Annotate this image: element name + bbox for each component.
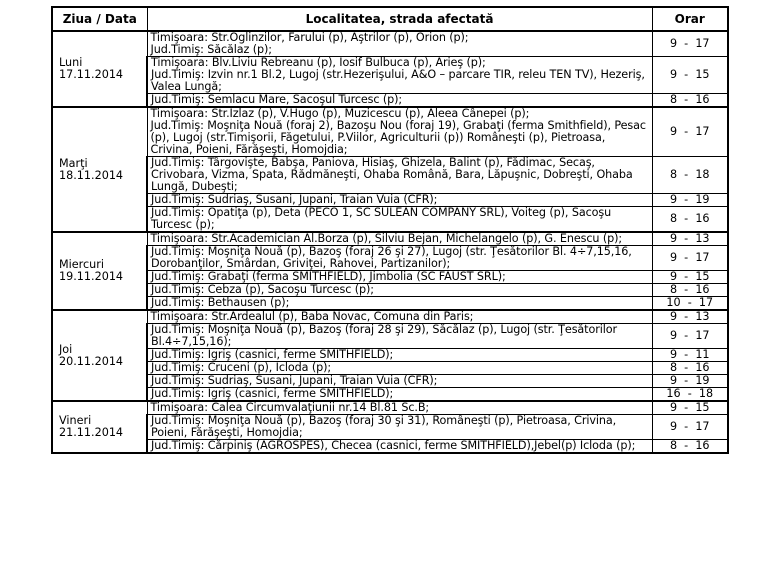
location-line: Jud.Timiş: Izvin nr.1 Bl.2, Lugoj (str.Hezerişului, A&O – parcare TIR, releu TEN TV), Hezeriş, Valea Lungă; [151,68,645,93]
location-line: Jud.Timiş: Bethausen (p); [151,296,290,309]
day-cell [52,310,147,401]
schedule-row [52,349,728,362]
location-cell [147,375,652,388]
hours-cell: 10 - 17 [652,297,728,311]
hours-cell: 9 - 17 [652,324,728,349]
location-line: Jud.Timiş: Cărpiniş (AGROSPES), Checea (casnici, ferme SMITHFIELD),Jebel(p) Icloda (p); [151,439,636,452]
day-date: 21.11.2014 [59,426,124,439]
day-name: Luni [59,56,83,69]
day-name: Joi [59,342,73,356]
day-cell [52,31,147,107]
day-name: Vineri [59,414,92,427]
location-line: Jud.Timiş: Moşniţa Nouă (p), Bazoş (foraj 28 şi 29), Săcălaz (p), Lugoj (str. Ţesătorilor Bl.4÷7,15,16); [151,323,617,348]
location-cell [147,349,652,362]
hours-cell: 16 - 18 [652,388,728,402]
location-cell [147,440,652,454]
hours-cell: 8 - 16 [652,440,728,454]
location-line: Jud.Timiş: Moşniţa Nouă (foraj 2), Bazoşu Nou (foraj 19), Grabaţi (ferma Smithfield), Pesac (p), Lugoj (str.Timişorii, Făgetului, P.Viilor, Agriculturii (p)) Româneşti (p), Pietroasa, Crivina, Poieni, Fărăşeşti, Homojdia; [150,119,646,156]
location-line: Jud.Timiş: Opatiţa (p), Deta (PECO 1, SC SULEAN COMPANY SRL), Voiteg (p), Sacoşu Turcesc (p); [151,206,612,231]
location-cell [147,310,652,324]
location-cell [147,157,652,194]
location-line: Jud.Timiş: Târgovişte, Babşa, Paniova, Hisiaş, Ghizela, Balint (p), Fădimac, Secaş, Crivobara, Vizma, Spata, Rădmăneşti, Ohaba Română, Bara, Lăpuşnic, Dobreşti, Ohaba Lungă, Dubeşti; [151,156,633,193]
schedule-row [52,94,728,108]
location-cell [147,415,652,440]
hours-cell: 9 - 17 [652,107,728,157]
hours-cell: 8 - 16 [652,284,728,297]
header-date: Ziua / Data [52,7,147,31]
schedule-row [52,246,728,271]
hours-cell: 9 - 17 [652,415,728,440]
schedule-row [52,415,728,440]
location-cell [147,246,652,271]
day-name: Marţi [59,156,88,170]
header-hours: Orar [652,7,728,31]
location-line: Timişoara: Blv.Liviu Rebreanu (p), Iosif Bulbuca (p), Arieş (p); [151,56,486,69]
schedule-row [52,310,728,324]
location-line: Timişoara: Str.Oglinzilor, Farului (p), Aştrilor (p), Orion (p); [150,31,469,44]
hours-cell: 9 - 17 [652,31,728,57]
schedule-row [52,440,728,454]
location-line: Jud.Timiş: Moşniţa Nouă (p), Bazoş (foraj 26 şi 27), Lugoj (str. Ţesătorilor Bl. 4÷7,15,16, Dorobanţilor, Smârdan, Griviţei, Rahovei, Partizanilor); [151,245,632,270]
schedule-row [52,271,728,284]
schedule-row [52,284,728,297]
schedule-row [52,375,728,388]
location-line: Jud.Timiş: Moşniţa Nouă (p), Bazoş (foraj 30 şi 31), Româneşti (p), Pietroasa, Crivina, Poieni, Fărăşeşti, Homojdia; [151,414,617,439]
schedule-row [52,297,728,311]
schedule-row [52,232,728,246]
hours-cell: 9 - 17 [652,246,728,271]
schedule-row [52,57,728,94]
location-cell [147,297,652,311]
outage-schedule-table [51,6,729,454]
hours-cell: 8 - 16 [652,362,728,375]
hours-cell: 8 - 16 [652,207,728,233]
day-date: 18.11.2014 [59,168,124,182]
location-line: Timişoara: Str.Izlaz (p), V.Hugo (p), Muzicescu (p), Aleea Cânepei (p); [150,107,530,120]
location-cell [147,232,652,246]
schedule-row [52,31,728,57]
location-line: Jud.Timiş: Grabaţi (ferma SMITHFIELD), Jimbolia (SC FAUST SRL); [151,270,506,283]
schedule-row [52,157,728,194]
schedule-row [52,362,728,375]
day-date: 17.11.2014 [59,68,124,81]
hours-cell: 9 - 15 [652,401,728,415]
location-line: Jud.Timiş: Cruceni (p), Icloda (p); [151,361,332,374]
location-cell [147,194,652,207]
schedule-row [52,401,728,415]
location-cell [147,388,652,402]
location-line: Jud.Timiş: Săcălaz (p); [150,43,272,56]
location-cell [147,271,652,284]
hours-cell: 8 - 18 [652,157,728,194]
location-cell [147,94,652,108]
location-cell [147,324,652,349]
day-date: 19.11.2014 [59,270,124,283]
day-cell [52,232,147,310]
location-cell [147,107,652,157]
location-cell [147,362,652,375]
schedule-row [52,107,728,157]
schedule-row [52,194,728,207]
day-date: 20.11.2014 [59,354,124,368]
hours-cell: 9 - 13 [652,232,728,246]
hours-cell: 9 - 13 [652,310,728,324]
location-line: Jud.Timiş: Cebza (p), Sacoşu Turcesc (p); [151,283,374,296]
day-name: Miercuri [59,258,104,271]
hours-cell: 9 - 15 [652,271,728,284]
location-line: Jud.Timiş: Sudriaş, Susani, Jupani, Traian Vuia (CFR); [151,374,438,387]
header-row [52,7,728,31]
location-line: Timişoara: Str.Ardealul (p), Baba Novac, Comuna din Paris; [150,310,474,323]
hours-cell: 8 - 16 [652,94,728,108]
hours-cell: 9 - 19 [652,375,728,388]
location-line: Jud.Timiş: Igriş (casnici, ferme SMITHFIELD); [151,348,394,361]
location-line: Timişoara: Str.Academician Al.Borza (p), Silviu Bejan, Michelangelo (p), G. Enescu (p); [150,232,623,245]
location-cell [147,57,652,94]
hours-cell: 9 - 15 [652,57,728,94]
location-cell [147,284,652,297]
location-cell [147,31,652,57]
schedule-row [52,324,728,349]
schedule-row [52,207,728,233]
location-cell [147,401,652,415]
location-line: Jud.Timiş: Sudriaş, Susani, Jupani, Traian Vuia (CFR); [151,193,438,206]
schedule-row [52,388,728,402]
schedule-body [52,31,728,453]
location-line: Timişoara: Calea Circumvalaţiunii nr.14 Bl.81 Sc.B; [150,401,430,414]
day-cell [52,107,147,232]
header-location: Localitatea, strada afectată [147,7,652,31]
hours-cell: 9 - 11 [652,349,728,362]
hours-cell: 9 - 19 [652,194,728,207]
location-line: Jud.Timiş: Semlacu Mare, Sacoşul Turcesc (p); [151,93,403,106]
location-cell [147,207,652,233]
day-cell [52,401,147,453]
location-line: Jud.Timiş: Igriş (casnici, ferme SMITHFIELD); [151,387,394,400]
